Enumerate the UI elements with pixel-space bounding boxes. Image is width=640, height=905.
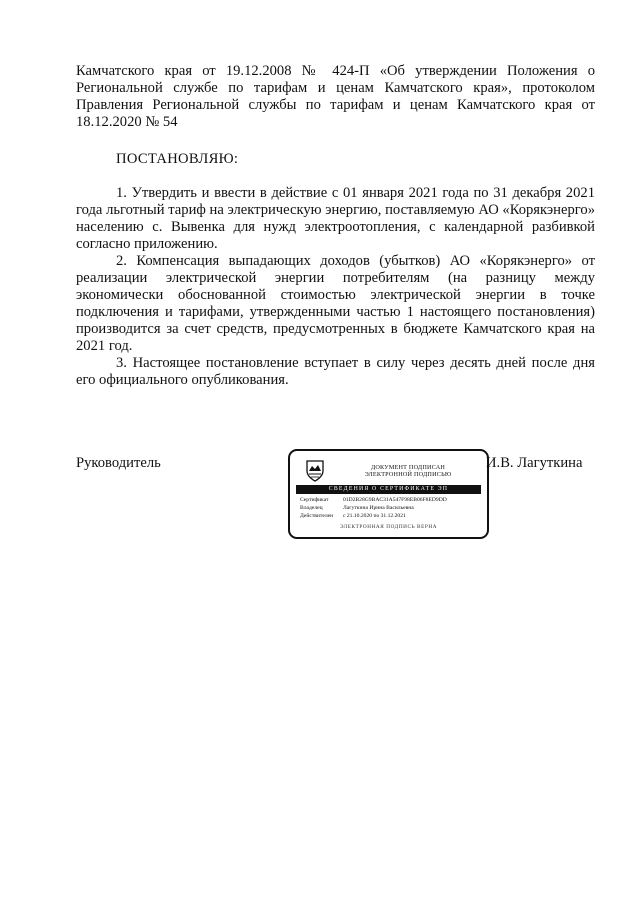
stamp-details: [300, 496, 480, 520]
stamp-row-label: Владелец: [300, 505, 323, 511]
coat-of-arms-icon: [305, 459, 325, 483]
decree-items: [76, 185, 595, 389]
stamp-row: [300, 504, 480, 512]
stamp-heading-line: ЭЛЕКТРОННОЙ ПОДПИСЬЮ: [364, 471, 452, 478]
stamp-row-label: Сертификат: [300, 497, 329, 503]
electronic-signature-stamp: [288, 449, 489, 539]
signer-name: И.В. Лагуткина: [486, 455, 583, 471]
stamp-row-value: с 21.10.2020 по 31.12.2021: [343, 513, 406, 519]
signer-title: Руководитель: [76, 455, 161, 471]
stamp-heading: [338, 464, 478, 478]
intro-paragraph: Камчатского края от 19.12.2008 № 424-П «Об утверждении Положения о Региональной службе по тарифам и ценам Камчатского края», протоколом Правления Региональной службы по тарифам и ценам Камчатского края от 18.12.2020 № 54: [76, 63, 595, 130]
stamp-row-value: Лагуткина Ирина Васильевна: [343, 505, 414, 511]
stamp-row-label: Действителен: [300, 513, 334, 519]
decree-heading: ПОСТАНОВЛЯЮ:: [116, 151, 239, 167]
stamp-heading-line: ДОКУМЕНТ ПОДПИСАН: [370, 464, 446, 471]
decree-item: 2. Компенсация выпадающих доходов (убытков) АО «Корякэнерго» от реализации электрической энергии потребителям (на разницу между экономически обоснованной стоимостью электрической энергии в точке подключения и тарифами, утвержденными частью 1 настоящего постановления) производится за счет средств, предусмотренных в бюджете Камчатского края на 2021 год.: [76, 253, 595, 354]
stamp-row-value: 01D2B28G9BAC31A547F98EB06F8ED9DD: [343, 497, 447, 503]
stamp-certificate-band: СВЕДЕНИЯ О СЕРТИФИКАТЕ ЭП: [296, 485, 481, 494]
stamp-footer: ЭЛЕКТРОННАЯ ПОДПИСЬ ВЕРНА: [339, 524, 438, 530]
stamp-row: [300, 496, 480, 504]
decree-item: 3. Настоящее постановление вступает в силу через десять дней после дня его официального опубликования.: [76, 355, 595, 388]
stamp-row: [300, 512, 480, 520]
decree-item: 1. Утвердить и ввести в действие с 01 января 2021 года по 31 декабря 2021 года льготный тариф на электрическую энергию, поставляемую АО «Корякэнерго» населению с. Вывенка для нужд электроотопления, с календарной разбивкой согласно приложению.: [76, 185, 595, 252]
